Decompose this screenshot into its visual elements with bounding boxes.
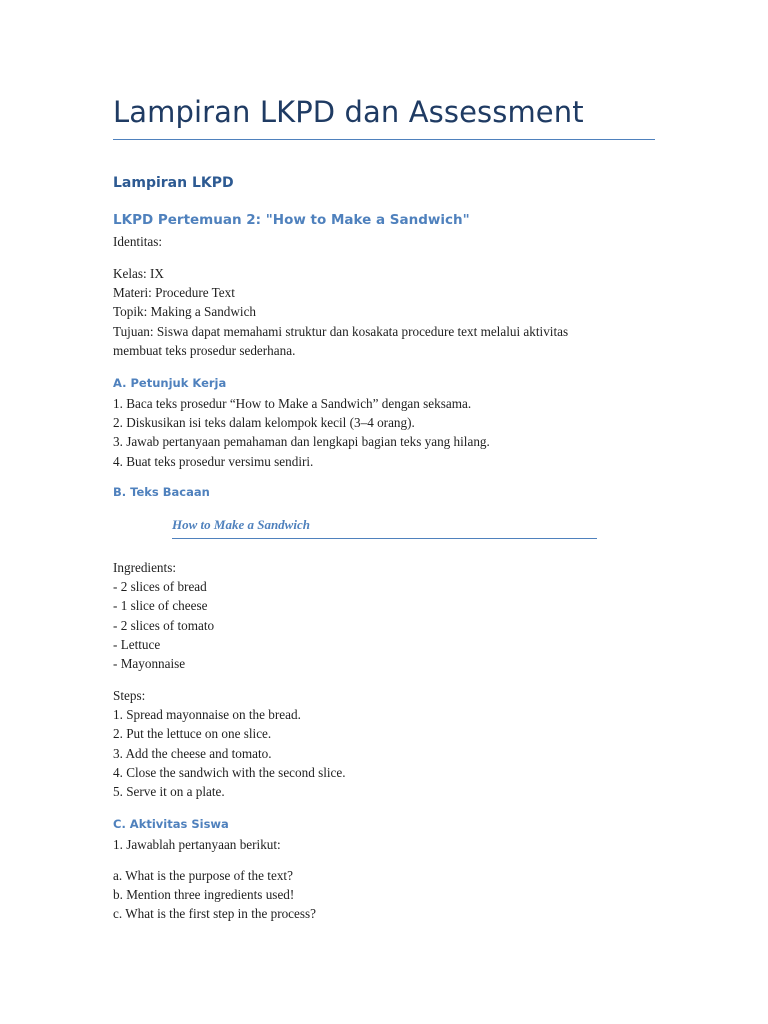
list-item: - Mayonnaise [113,655,186,671]
reading-text-underline [172,538,597,539]
list-item: 3. Jawab pertanyaan pemahaman dan lengkapi bagian teks yang hilang. [113,434,490,450]
list-item: 1. Spread mayonnaise on the bread. [113,707,301,723]
ingredients-label: Ingredients: [113,560,176,575]
meeting-heading: LKPD Pertemuan 2: "How to Make a Sandwich" [113,212,470,228]
list-item: 4. Buat teks prosedur versimu sendiri. [113,453,314,469]
list-item: 2. Put the lettuce on one slice. [113,726,272,742]
steps-label: Steps: [113,688,146,703]
document-title: Lampiran LKPD dan Assessment [113,95,584,129]
title-underline [113,139,655,140]
list-item: - 2 slices of tomato [113,617,215,633]
list-item: 4. Close the sandwich with the second slice. [113,764,346,780]
list-item: c. What is the first step in the process? [113,906,317,922]
instruction-text: 1. Jawablah pertanyaan berikut: [113,837,281,852]
section-heading: Lampiran LKPD [113,175,234,191]
list-item: - Lettuce [113,636,161,652]
reading-text-title: How to Make a Sandwich [172,517,310,532]
list-item: a. What is the purpose of the text? [113,868,293,883]
list-item: 2. Diskusikan isi teks dalam kelompok kecil (3–4 orang). [113,415,415,431]
questions-list [113,866,658,924]
identity-class: Kelas: IX [113,266,164,281]
identity-block [113,232,658,251]
list-item: - 1 slice of cheese [113,598,208,614]
identity-material: Materi: Procedure Text [113,285,235,301]
section-a-list [113,394,658,471]
list-item: - 2 slices of bread [113,579,207,595]
section-c-heading: C. Aktivitas Siswa [113,817,229,831]
identity-goal-continued: membuat teks prosedur sederhana. [113,342,296,358]
section-b-heading: B. Teks Bacaan [113,485,210,499]
list-item: 5. Serve it on a plate. [113,783,225,799]
identity-list [113,264,658,360]
identity-goal: Tujuan: Siswa dapat memahami struktur dan kosakata procedure text melalui aktivitas [113,323,569,339]
list-item: b. Mention three ingredients used! [113,887,295,903]
section-c-instruction [113,835,658,854]
steps-block [113,686,658,801]
section-a-heading: A. Petunjuk Kerja [113,376,227,390]
ingredients-block [113,558,658,673]
identity-topic: Topik: Making a Sandwich [113,304,257,320]
list-item: 3. Add the cheese and tomato. [113,745,272,761]
identity-label: Identitas: [113,234,163,249]
list-item: 1. Baca teks prosedur “How to Make a Sandwich” dengan seksama. [113,396,472,411]
